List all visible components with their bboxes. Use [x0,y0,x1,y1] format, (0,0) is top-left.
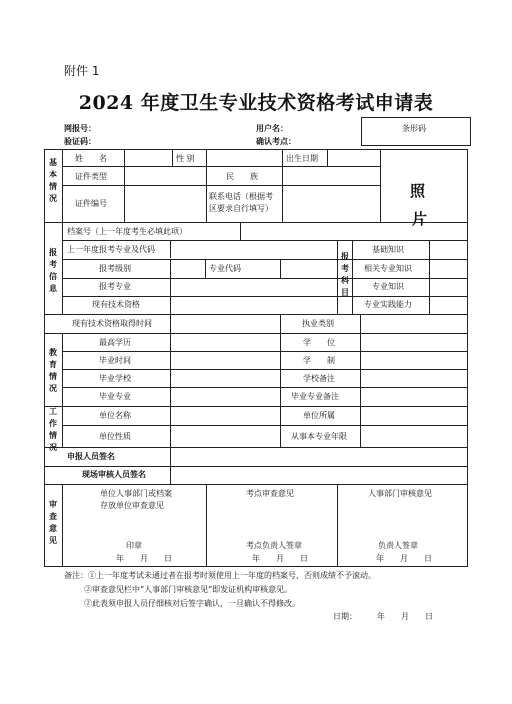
affiliation-label: 单位所属 [303,411,335,420]
section-work: 工作情况 [49,406,57,452]
note-3: ②此表须申报人员仔细核对后签字确认，一旦确认不得修改。 [84,599,300,608]
section-exam: 报考信息 [49,247,57,293]
seal-label: 印章 [126,541,142,550]
date-field-3: 年 月 日 [376,554,432,563]
id-type-label: 证件类型 [75,172,107,181]
years-label: 从事本专业年限 [291,432,347,441]
confirm-site-label: 确认考点： [256,136,296,146]
contact-label-1: 联系电话（根据考 [209,192,273,201]
date-field-1: 年 月 日 [116,554,172,563]
photo-label-1: 照 [410,182,426,200]
onsite-sign-label: 现场审核人员签名 [82,469,146,479]
review-col1-line2: 存放单位审查意见 [100,501,164,510]
contact-label-2: 区要求自行填写） [209,204,273,213]
qualification-label: 现有技术资格 [92,300,140,309]
unit-name-label: 单位名称 [99,411,131,420]
review-col2-label: 考点审查意见 [246,489,294,498]
major-label: 报考专业 [99,282,131,291]
photo-label-2: 片 [412,210,428,228]
id-no-label: 证件编号 [75,199,107,208]
attachment-label: 附件 1 [64,64,100,78]
date-field-2: 年 月 日 [252,554,308,563]
school-note-label: 学校备注 [303,374,335,383]
ethnic-label: 民 族 [226,172,258,181]
verify-code-label: 验证码： [64,136,96,146]
level-label: 报考级别 [99,264,131,273]
highest-edu-label: 最高学历 [99,338,131,347]
note-1: 备注：①上一年度考试未通过者在报考时须使用上一年度的档案号，否则成绩不予滚动。 [64,571,376,580]
subject-basic-label: 基础知识 [372,245,404,254]
applicant-sign-label: 申报人员签名 [67,451,115,461]
grad-major-label: 毕业专业 [99,392,131,401]
system-label: 学 制 [303,356,335,365]
qual-time-label: 现有技术资格取得时间 [72,319,152,328]
birth-label: 出生日期 [286,154,318,163]
section-basic: 基本情况 [49,157,57,203]
unit-nature-label: 单位性质 [99,432,131,441]
review-col1-line1: 单位人事部门或档案 [100,489,172,498]
section-subject: 报考科目 [341,251,349,297]
code-label: 专业代码 [209,264,241,273]
footer-date: 日期： 年 月 日 [333,612,433,621]
gender-label: 性 别 [176,154,195,163]
head-sign-label: 负责人签章 [378,541,418,550]
note-2: ②审查意见栏中“人事部门审核意见”即发证机构审核意见。 [84,585,293,594]
major-note-label: 毕业专业备注 [291,392,339,401]
grad-time-label: 毕业时间 [99,356,131,365]
barcode-label: 条形码 [402,124,426,133]
subject-related-label: 相关专业知识 [364,264,412,273]
subject-major-label: 专业知识 [372,282,404,291]
online-no-label: 网报号： [64,123,96,133]
section-education: 教育情况 [49,347,57,393]
archive-no-label: 档案号（上一年度考生必填此项） [67,227,187,236]
practice-type-label: 执业类别 [302,319,334,328]
review-col3-label: 人事部门审核意见 [368,489,432,498]
degree-label: 学 位 [303,338,335,347]
subject-practice-label: 专业实践能力 [364,300,412,309]
name-label: 姓 名 [75,154,107,163]
barcode-box [361,117,471,146]
section-review: 审查意见 [49,499,57,545]
user-name-label: 用户名： [256,123,288,133]
last-year-label: 上一年度报考专业及代码 [67,245,155,254]
site-sign-label: 考点负责人签章 [246,541,302,550]
school-label: 毕业学校 [99,374,131,383]
form-title: 2024 年度卫生专业技术资格考试申请表 [78,92,434,114]
